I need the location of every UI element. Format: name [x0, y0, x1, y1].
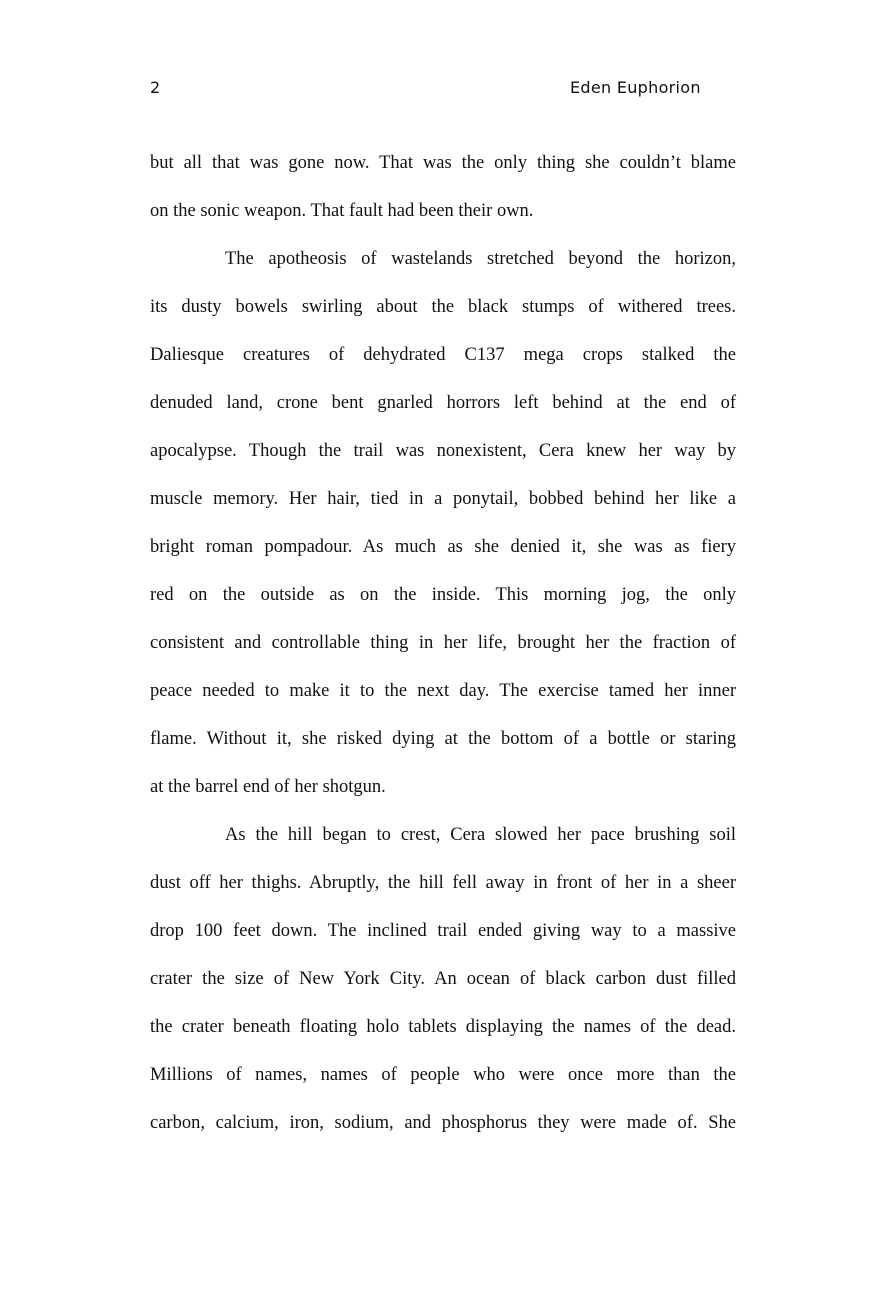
text-line: at the barrel end of her shotgun.	[150, 777, 386, 797]
paragraph	[150, 245, 736, 821]
text-line: carbon, calcium, iron, sodium, and phosphorus they were made of. She	[150, 1113, 736, 1133]
text-line: apocalypse. Though the trail was nonexistent, Cera knew her way by	[150, 441, 736, 461]
paragraph	[150, 821, 736, 1157]
text-line: As the hill began to crest, Cera slowed her pace brushing soil	[225, 825, 736, 845]
paragraph	[150, 149, 736, 245]
text-line: flame. Without it, she risked dying at the bottom of a bottle or staring	[150, 729, 736, 749]
text-line: consistent and controllable thing in her life, brought her the fraction of	[150, 633, 736, 653]
text-line: peace needed to make it to the next day. The exercise tamed her inner	[150, 681, 736, 701]
text-line: crater the size of New York City. An ocean of black carbon dust filled	[150, 969, 736, 989]
text-line: Millions of names, names of people who were once more than the	[150, 1065, 736, 1085]
text-line: dust off her thighs. Abruptly, the hill fell away in front of her in a sheer	[150, 873, 736, 893]
text-line: on the sonic weapon. That fault had been their own.	[150, 201, 534, 221]
text-line: drop 100 feet down. The inclined trail ended giving way to a massive	[150, 921, 736, 941]
body-text	[150, 149, 736, 1157]
text-line: bright roman pompadour. As much as she denied it, she was as fiery	[150, 537, 736, 557]
text-line: but all that was gone now. That was the only thing she couldn’t blame	[150, 153, 736, 173]
text-line: the crater beneath floating holo tablets displaying the names of the dead.	[150, 1017, 736, 1037]
text-line: The apotheosis of wastelands stretched beyond the horizon,	[225, 249, 736, 269]
text-line: muscle memory. Her hair, tied in a ponytail, bobbed behind her like a	[150, 489, 736, 509]
text-line: red on the outside as on the inside. This morning jog, the only	[150, 585, 736, 605]
text-line: its dusty bowels swirling about the black stumps of withered trees.	[150, 297, 736, 317]
page-header	[150, 78, 706, 102]
page-number: 2	[150, 78, 161, 97]
text-line: Daliesque creatures of dehydrated C137 mega crops stalked the	[150, 345, 736, 365]
text-line: denuded land, crone bent gnarled horrors left behind at the end of	[150, 393, 736, 413]
author-name: Eden Euphorion	[570, 78, 701, 97]
